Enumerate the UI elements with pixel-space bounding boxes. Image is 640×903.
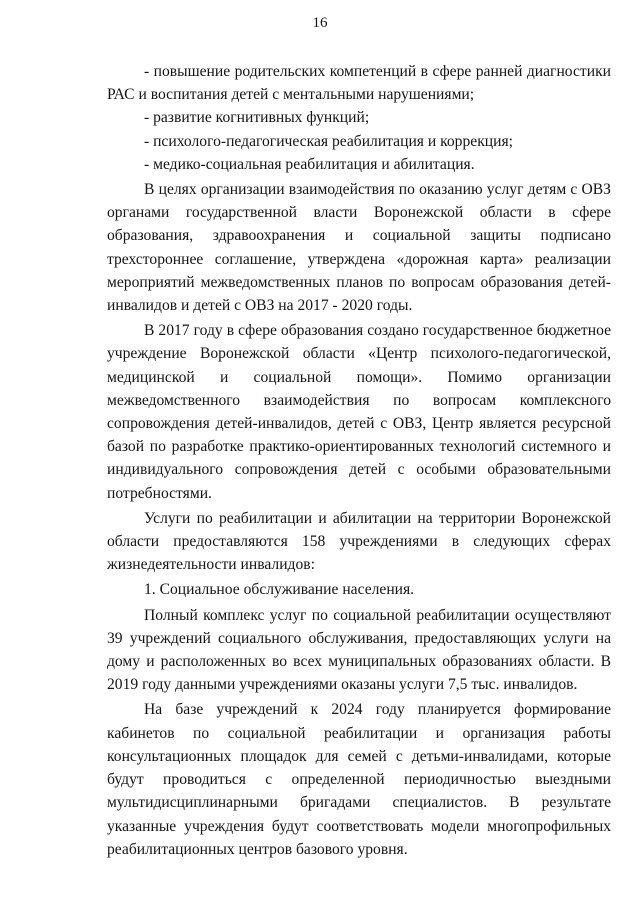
paragraph-social-services-heading: 1. Социальное обслуживание населения. bbox=[144, 581, 415, 599]
paragraph-plans-2024: На базе учреждений к 2024 году планируется формирование кабинетов по социальной реабилитации и организация работы консультационных площадок для семей с детьми-инвалидами, которые будут проводиться с определенной периодичностью выездными мультидисциплинарными бригадами специалистов. В результате указанные учреждения будут соответствовать модели многопрофильных реабилитационных центров базового уровня. bbox=[107, 701, 611, 858]
document-body bbox=[107, 60, 611, 861]
paragraph-social-rehab-39-institutions: Полный комплекс услуг по социальной реабилитации осуществляют 39 учреждений социального обслуживания, предоставляющих услуги на дому и расположенных во всех муниципальных образованиях области. В 2019 году данными учреждениями оказаны услуги 7,5 тыс. инвалидов. bbox=[107, 606, 611, 694]
page-number: 16 bbox=[312, 15, 328, 31]
list-item-psych-pedagogical-rehab: - психолого-педагогическая реабилитация и коррекция; bbox=[144, 132, 513, 150]
list-item-cognitive-functions: - развитие когнитивных функций; bbox=[144, 109, 370, 127]
paragraph-services-158-institutions: Услуги по реабилитации и абилитации на территории Воронежской области предоставляются 158 учреждениями в следующих сферах жизнедеятельности инвалидов: bbox=[107, 509, 611, 574]
paragraph-interaction-agreement: В целях организации взаимодействия по оказанию услуг детям с ОВЗ органами государственной власти Воронежской области в сфере образования, здравоохранения и социальной защиты подписано трехстороннее соглашение, утверждена «дорожная карта» реализации мероприятий межведомственных планов по вопросам образования детей-инвалидов и детей с ОВЗ на 2017 - 2020 годы. bbox=[107, 181, 611, 315]
list-item-parental-competence: - повышение родительских компетенций в сфере ранней диагностики РАС и воспитания детей с ментальными нарушениями; bbox=[107, 63, 611, 104]
paragraph-center-established: В 2017 году в сфере образования создано государственное бюджетное учреждение Воронежской области «Центр психолого-педагогической, медицинской и социальной помощи». Помимо организации межведомственного взаимодействия по вопросам комплексного сопровождения детей-инвалидов, детей с ОВЗ, Центр является ресурсной базой по разработке практико-ориентированных технологий системного и индивидуального сопровождения детей с особыми образовательными потребностями. bbox=[107, 322, 611, 502]
list-item-medical-social-rehab: - медико-социальная реабилитация и абилитация. bbox=[144, 155, 475, 173]
